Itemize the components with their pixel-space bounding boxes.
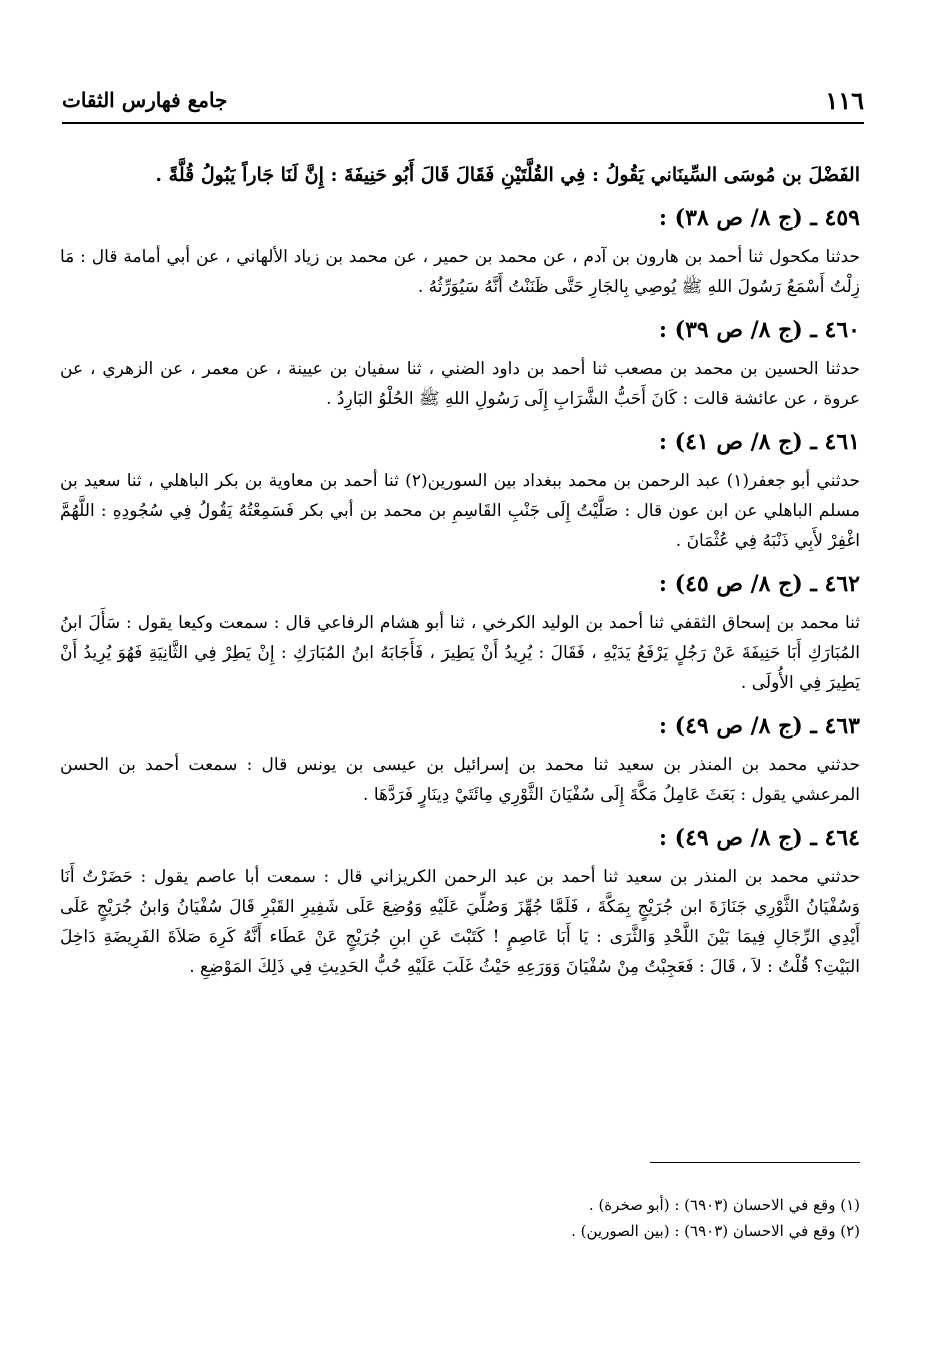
entry-heading: ٤٥٩ ـ (ج ٨/ ص ٣٨) : xyxy=(658,205,860,231)
entry-462 xyxy=(60,568,860,698)
entry-text: حدثنا مكحول ثنا أحمد بن هارون بن آدم ، عن محمد بن حمير ، عن محمد بن زياد الألهاني ، عن أبي أمامة قال : مَا زِلْتُ أَسْمَعُ رَسُولَ اللهِ ﷺ يُوصِي بِالجَارِ حَتَّى ظَنَنْتُ أَنَّهُ سَيُوَرِّثُهُ . xyxy=(60,247,860,297)
entry-461 xyxy=(60,426,860,556)
entry-heading: ٤٦٣ ـ (ج ٨/ ص ٤٩) : xyxy=(658,713,860,739)
entry-heading: ٤٦١ ـ (ج ٨/ ص ٤١) : xyxy=(658,429,860,455)
entry-text: حدثني محمد بن المنذر بن سعيد ثنا محمد بن إسرائيل بن عيسى بن يونس قال : سمعت أحمد بن الحسن المرعشي يقول : بَعَثَ عَامِلُ مَكَّةَ إِلَى سُفْيَانَ الثَّوْرِي مِائَتَيْ دِينَارٍ فَرَدَّهَا . xyxy=(60,755,861,805)
entry-heading: ٤٦٠ ـ (ج ٨/ ص ٣٩) : xyxy=(658,317,860,343)
entry-460 xyxy=(60,314,860,414)
entry-text: حدثنا الحسين بن محمد بن مصعب ثنا أحمد بن داود الضني ، ثنا سفيان بن عيينة ، عن معمر ، عن الزهري ، عن عروة ، عن عائشة قالت : كَانَ أَحَبُّ الشَّرَابِ إِلَى رَسُولِ اللهِ ﷺ الحُلْوُ البَارِدُ . xyxy=(60,359,860,409)
running-title: جامع فهارس الثقات xyxy=(62,88,228,112)
page-number: ١١٦ xyxy=(825,86,864,115)
footnote-2: (٢) وقع في الاحسان (٦٩٠٣) : (بين الصورين) . xyxy=(571,1222,860,1240)
footnote-divider xyxy=(650,1162,860,1163)
entry-463 xyxy=(60,710,860,810)
entry-464 xyxy=(60,822,860,982)
entry-text: حدثني محمد بن المنذر بن سعيد ثنا أحمد بن عبد الرحمن الكريزاني قال : سمعت أبا عاصم يقول : حَضَرْتُ أَنَا وَسُفْيَانُ الثَّوْرِي جَنَازَةَ ابن جُرَيْجٍ بِمَكَّةَ ، فَلَمَّا جُهِّزَ وَصُلِّيَ عَلَيْهِ وَوُضِعَ عَلَى شَفِيرِ القَبْرِ قَالَ سُفْيَانُ وَابنُ جُرَيْجٍ عَلَى أَيْدِي الرِّجَالِ فِيمَا بَيْنَ اللَّحْدِ وَالثَّرَى : يَا أَبَا عَاصِمٍ ! كَتَبْتَ عَنِ ابنِ جُرَيْجٍ عَنْ عَطَاء أَنَّهُ كَرِهَ صَلاَةَ الفَرِيضَةِ دَاخِلَ البَيْتِ؟ قُلْتُ : لاَ ، قَالَ : فَعَجِبْتُ مِنْ سُفْيَانَ وَوَرَعِهِ حَيْثُ غَلَبَ عَلَيْهِ حُبُّ الحَدِيثِ فِي ذَلِكَ المَوْضِعِ . xyxy=(60,867,860,977)
page-body xyxy=(60,160,860,982)
page-header xyxy=(62,84,864,124)
continuation-line: الفَضْلَ بن مُوسَى السِّينَاني يَقُولُ : فِي القُلَّتَيْنِ فَقَالَ قَالَ أَبُو حَنِيفَةَ : إِنَّ لَنَا جَاراً يَبُولُ قُلَّةً . xyxy=(155,164,860,186)
entry-459 xyxy=(60,202,860,302)
entry-heading: ٤٦٢ ـ (ج ٨/ ص ٤٥) : xyxy=(658,571,860,597)
entry-text: ثنا محمد بن إسحاق الثقفي ثنا أحمد بن الوليد الكرخي ، ثنا أبو هشام الرفاعي قال : سمعت وكيعا يقول : سَأَلَ ابنُ المُبَارَكِ أَبَا حَنِيفَةَ عَنْ رَجُلٍ يَرْفَعُ يَدَيْهِ ، فَقَالَ : يُرِيدُ أَنْ يَطِيرَ ، فَأَجَابَهُ ابنُ المُبَارَكِ : إِنْ يَطِرْ فِي الثَّانِيَةِ فَهُوَ يُرِيدُ أَنْ يَطِيرَ فِي الأُولَى . xyxy=(60,613,860,693)
entry-heading: ٤٦٤ ـ (ج ٨/ ص ٤٩) : xyxy=(658,825,860,851)
footnote-1: (١) وقع في الاحسان (٦٩٠٣) : (أبو صخرة) . xyxy=(588,1196,860,1214)
entry-text: حدثني أبو جعفر(١) عبد الرحمن بن محمد ببغداد بين السورين(٢) ثنا أحمد بن معاوية بن بكر الباهلي ، ثنا سعيد بن مسلم الباهلي عن ابن عون قال : صَلَّيْتُ إِلَى جَنْبِ القَاسِمِ بن محمد بن أبي بكر فَسَمِعْتُهُ يَقُولُ فِي سُجُودِهِ : اللَّهُمَّ اغْفِرْ لأَبِي ذَنْبَهُ فِي عُثْمَانَ . xyxy=(60,471,860,551)
footnotes xyxy=(60,1192,860,1244)
